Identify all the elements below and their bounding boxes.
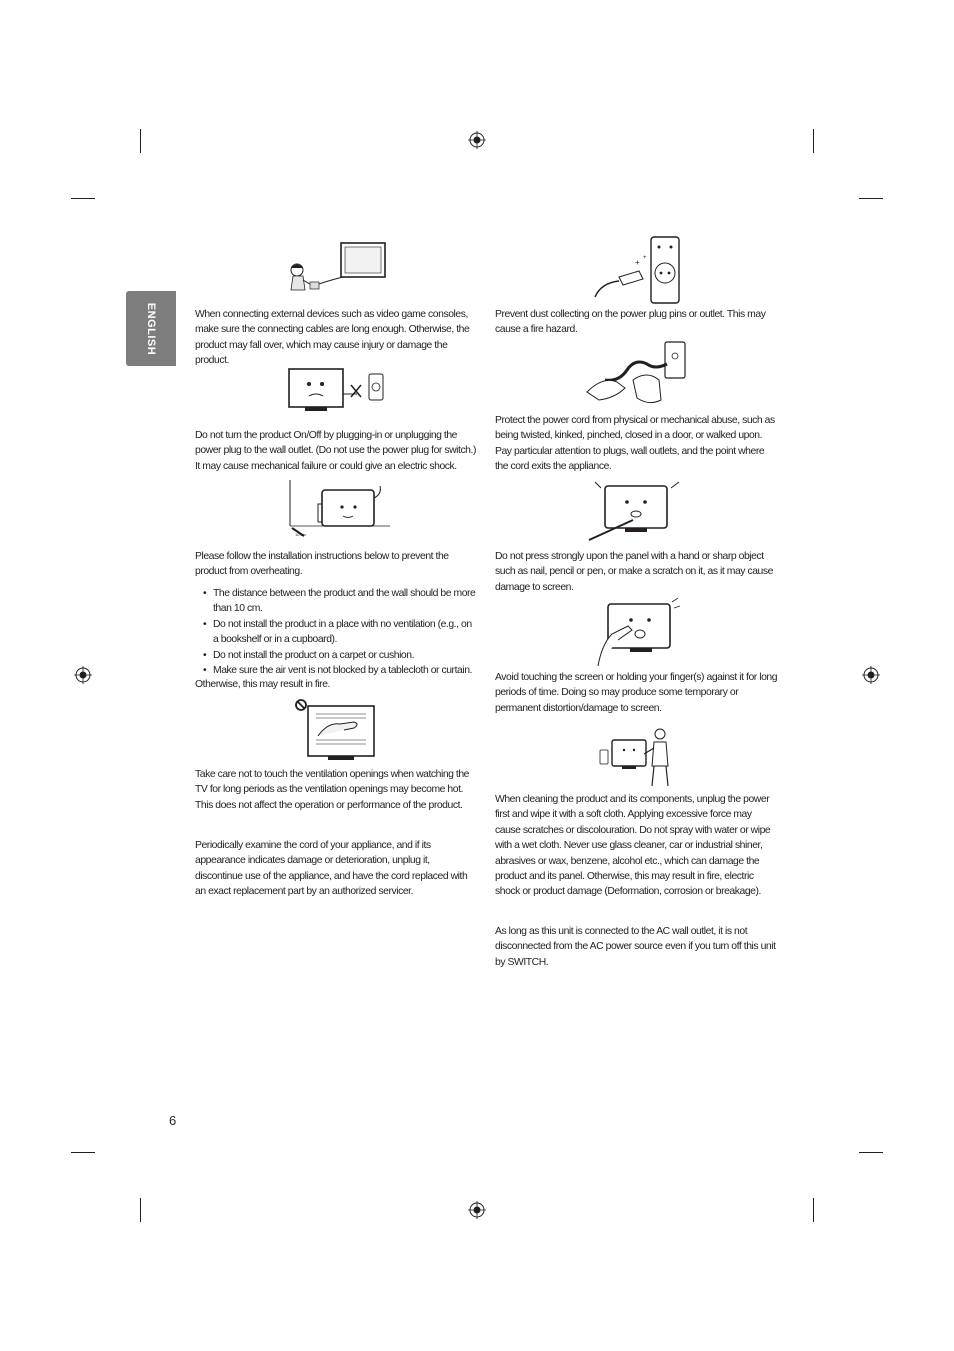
paragraph: As long as this unit is connected to the AC wall outlet, it is not disconnected from the AC power source even if you turn off this unit by SWITCH. (495, 926, 776, 968)
crop-mark (813, 129, 814, 153)
paragraph: Do not turn the product On/Off by plugging-in or unplugging the power plug to the wall outlet. (Do not use the power plug for switch.) It may cause mechanical failure or could give an electric shock. (195, 430, 476, 472)
crop-mark (140, 129, 141, 153)
language-tab (126, 291, 176, 366)
language-tab-label: ENGLISH (145, 302, 157, 355)
finger-on-screen-illustration (594, 598, 680, 668)
paragraph: Please follow the installation instructions below to prevent the product from overheating. (195, 551, 449, 578)
paragraph: Take care not to touch the ventilation openings when watching the TV for long periods as the ventilation openings may become hot. This does not affect the operation or performance of the product. (195, 769, 470, 811)
twisted-cord-illustration (585, 340, 689, 410)
crop-mark (859, 1152, 883, 1153)
paragraph: Otherwise, this may result in fire. (195, 679, 330, 690)
paragraph: Avoid touching the screen or holding your finger(s) against it for long periods of time. Doing so may produce some temporary or permanent distortion/damage to screen. (495, 672, 778, 714)
list-item: • Do not install the product in a place with no ventilation (e.g., on a bookshelf or in a cupboard). (195, 617, 479, 648)
pressing-screen-illustration (587, 480, 687, 542)
paragraph: Do not press strongly upon the panel with a hand or sharp object such as nail, pencil or pen, or make a scratch on it, as it may cause damage to screen. (495, 551, 773, 593)
list-item: • Do not install the product on a carpet or cushion. (195, 648, 479, 663)
tv-unplugging-illustration (285, 366, 385, 416)
svg-text:+: + (643, 255, 647, 261)
crop-mark (71, 198, 95, 199)
dusty-plug-illustration (589, 235, 687, 307)
cleaning-tv-illustration (598, 726, 672, 788)
crop-mark (140, 1198, 141, 1222)
crop-mark (71, 1152, 95, 1153)
paragraph: When connecting external devices such as video game consoles, make sure the connecting cables are long enough. Otherwise, the product may fall over, which may cause injury or damage the product. (195, 309, 470, 367)
paragraph: Periodically examine the cord of your appliance, and if its appearance indicates damage or deterioration, unplug it, discontinue use of the appliance, and have the cord replaced with an exact replacement part by an authorized servicer. (195, 840, 468, 898)
crop-mark (859, 198, 883, 199)
bullet-list (195, 586, 479, 678)
svg-text:+: + (635, 258, 640, 267)
registration-mark-icon (862, 666, 880, 684)
registration-mark-icon (468, 131, 486, 149)
list-item: • The distance between the product and the wall should be more than 10 cm. (195, 586, 479, 617)
list-item: • Make sure the air vent is not blocked by a tablecloth or curtain. (195, 663, 479, 678)
distance-label: 10 cm (295, 532, 306, 537)
child-pulling-tv-cable-illustration (283, 240, 389, 298)
registration-mark-icon (74, 666, 92, 684)
paragraph: Protect the power cord from physical or mechanical abuse, such as being twisted, kinked, pinched, closed in a door, or walked upon. Pay particular attention to plugs, wall outlets, and the point where the cord exits the appliance. (495, 415, 775, 473)
page-number: 6 (169, 1113, 177, 1128)
registration-mark-icon (468, 1201, 486, 1219)
tv-wall-distance-illustration (282, 478, 392, 540)
paragraph: When cleaning the product and its components, unplug the power first and wipe it with a soft cloth. Applying excessive force may cause scratches or discolouration. Do not spray with water or wipe with a wet cloth. Never use glass cleaner, car or industrial shiner, abrasives or wax, benzene, alcohol etc., which can damage the product and its panel. Otherwise, this may result in fire, electric shock or product damage (Deformation, corrosion or breakage). (495, 794, 771, 898)
paragraph: Prevent dust collecting on the power plug pins or outlet. This may cause a fire hazard. (495, 309, 766, 336)
hand-on-vent-prohibited-illustration (294, 698, 378, 762)
crop-mark (813, 1198, 814, 1222)
